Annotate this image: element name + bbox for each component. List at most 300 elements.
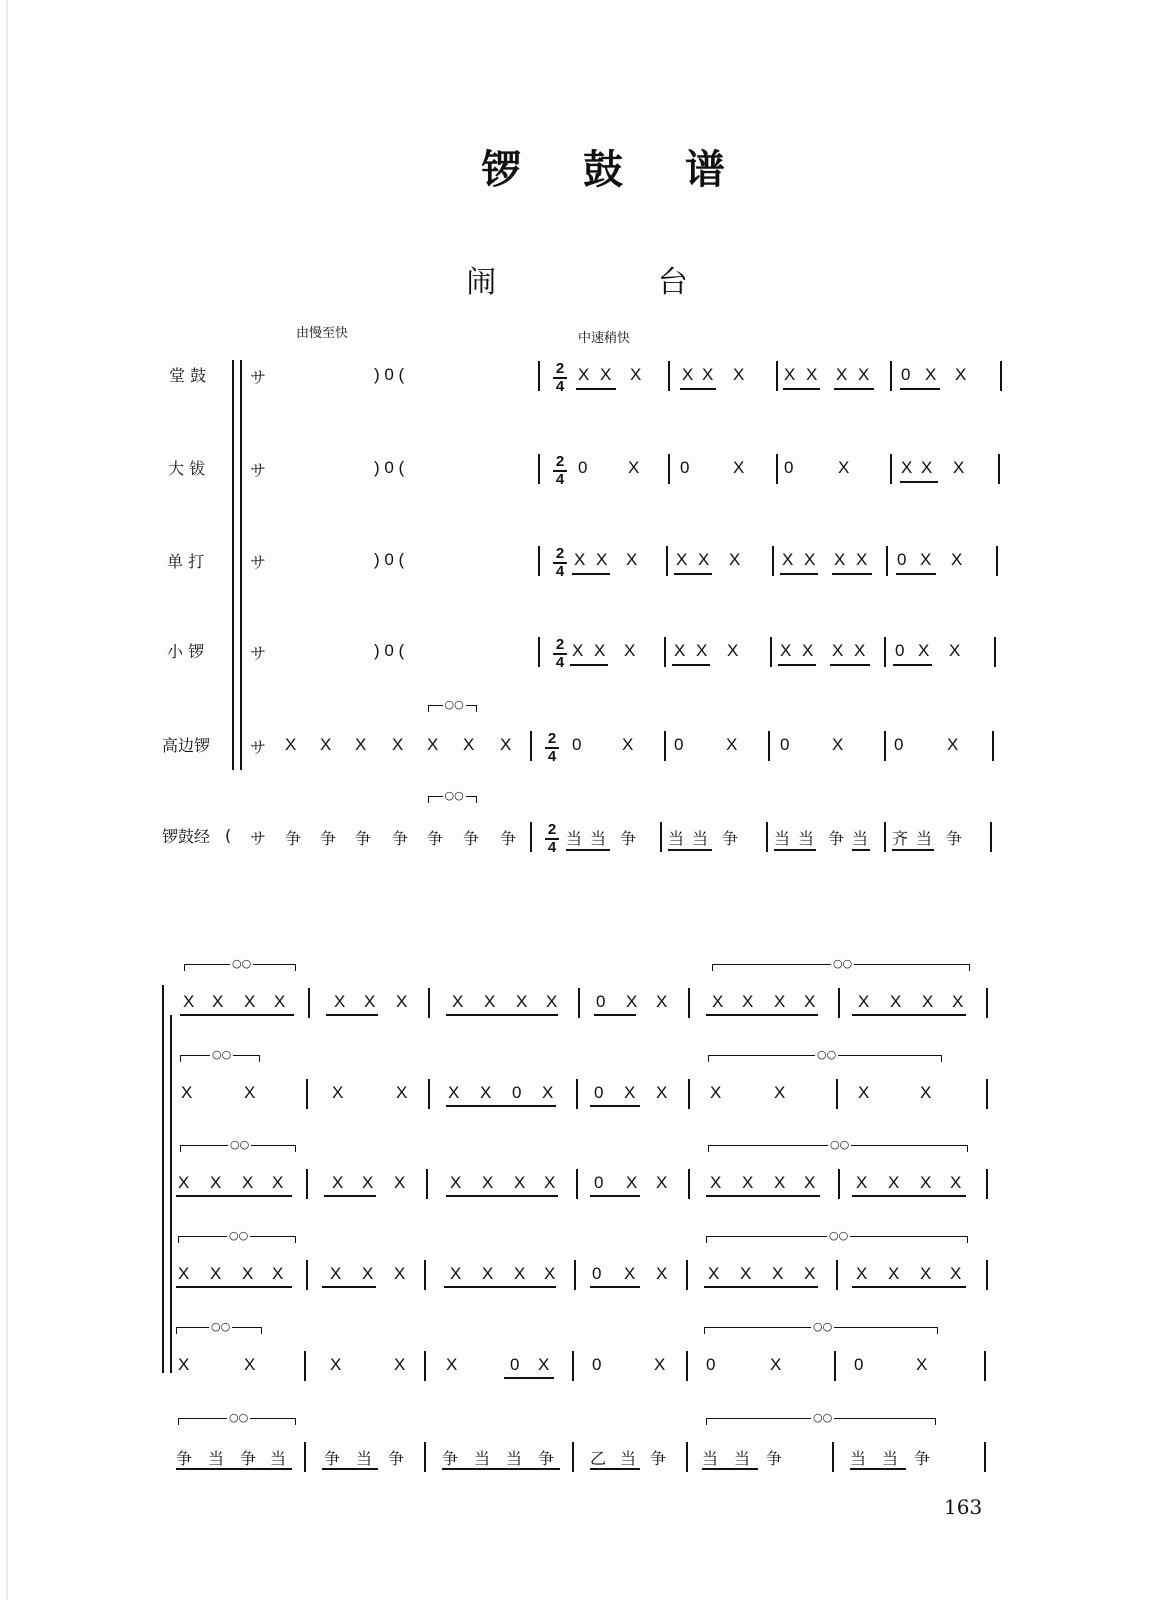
barline xyxy=(538,454,540,484)
gong-syllable: 当 xyxy=(474,1449,491,1468)
note: X xyxy=(656,1264,668,1283)
system-brace xyxy=(232,360,234,770)
gong-syllable: 当 xyxy=(852,829,869,848)
note: X xyxy=(272,1173,284,1192)
barline xyxy=(686,1351,688,1381)
beam-underline xyxy=(446,1014,558,1016)
barline xyxy=(668,361,670,391)
note: 0 xyxy=(572,735,582,754)
barline xyxy=(574,1260,576,1290)
barline xyxy=(686,1260,688,1290)
barline xyxy=(776,454,778,484)
note: X xyxy=(178,1264,190,1283)
note: X xyxy=(656,992,668,1011)
note: X xyxy=(578,365,590,384)
beam-underline xyxy=(176,1468,292,1470)
note: X xyxy=(242,1173,254,1192)
note: X xyxy=(682,365,694,384)
note: X xyxy=(858,365,870,384)
note: X xyxy=(463,735,475,754)
note: X xyxy=(804,550,816,569)
beam-underline xyxy=(778,664,816,666)
note: X xyxy=(427,735,439,754)
note: X xyxy=(183,992,195,1011)
note: 0 xyxy=(706,1355,716,1374)
note: X xyxy=(953,458,965,477)
note: X xyxy=(210,1264,222,1283)
fermata-mark: ○○ xyxy=(833,957,853,970)
note: 0 xyxy=(592,1264,602,1283)
note: X xyxy=(396,992,408,1011)
note: X xyxy=(806,365,818,384)
note: X xyxy=(244,1355,256,1374)
note: X xyxy=(452,992,464,1011)
note: X xyxy=(952,992,964,1011)
beam-underline xyxy=(576,388,616,390)
note: X xyxy=(740,1264,752,1283)
beam-underline xyxy=(442,1468,560,1470)
beam-underline xyxy=(832,573,872,575)
gong-syllable: 争 xyxy=(500,829,517,848)
note: X xyxy=(624,641,636,660)
free-meter-symbol: サ xyxy=(250,461,267,480)
note: X xyxy=(320,735,332,754)
note: X xyxy=(210,1173,222,1192)
note: X xyxy=(362,1264,374,1283)
barline xyxy=(578,988,580,1018)
note: X xyxy=(544,1173,556,1192)
note: X xyxy=(542,1083,554,1102)
barline xyxy=(986,1260,988,1290)
barline xyxy=(768,731,770,761)
barline xyxy=(428,988,430,1018)
barline xyxy=(664,637,666,667)
beam-underline xyxy=(704,1286,818,1288)
note: X xyxy=(600,365,612,384)
time-signature-top: 2 xyxy=(555,545,565,562)
page-number: 163 xyxy=(944,1495,983,1519)
barline xyxy=(884,822,886,852)
note: X xyxy=(628,458,640,477)
note: X xyxy=(178,1173,190,1192)
gong-syllable: 争 xyxy=(828,829,845,848)
barline xyxy=(766,822,768,852)
rest-paren: ) 0 ( xyxy=(374,641,405,660)
note: X xyxy=(916,1355,928,1374)
beam-underline xyxy=(706,1014,818,1016)
note: X xyxy=(594,641,606,660)
note: X xyxy=(698,550,710,569)
barline xyxy=(884,731,886,761)
note: X xyxy=(450,1173,462,1192)
system-brace-inner xyxy=(240,360,242,770)
note: X xyxy=(516,992,528,1011)
gong-syllable: 齐 xyxy=(892,829,909,848)
beam-underline xyxy=(852,849,870,851)
gong-syllable: 当 xyxy=(270,1449,287,1468)
beam-underline xyxy=(900,481,938,483)
barline xyxy=(986,1169,988,1199)
tempo-marking-free: 由慢至快 xyxy=(296,326,349,341)
gong-syllable: 争 xyxy=(766,1449,783,1468)
free-meter-symbol: サ xyxy=(250,738,267,757)
note: X xyxy=(544,1264,556,1283)
beam-underline xyxy=(590,1105,640,1107)
note: X xyxy=(920,1083,932,1102)
note: X xyxy=(774,1083,786,1102)
barline xyxy=(772,546,774,576)
note: X xyxy=(332,1083,344,1102)
barline xyxy=(664,731,666,761)
gong-syllable: 争 xyxy=(914,1449,931,1468)
note: X xyxy=(772,1264,784,1283)
note: 0 xyxy=(512,1083,522,1102)
beam-underline xyxy=(176,1195,292,1197)
barline xyxy=(304,1351,306,1381)
note: X xyxy=(178,1355,190,1374)
instrument-label-danda: 单 打 xyxy=(167,552,205,571)
free-meter-symbol: サ xyxy=(250,553,267,572)
note: X xyxy=(856,1173,868,1192)
note: 0 xyxy=(578,458,588,477)
note: X xyxy=(285,735,297,754)
note: X xyxy=(804,1173,816,1192)
note: X xyxy=(212,992,224,1011)
note: X xyxy=(334,992,346,1011)
note: X xyxy=(546,992,558,1011)
barline xyxy=(834,1351,836,1381)
barline xyxy=(776,361,778,391)
note: X xyxy=(396,1083,408,1102)
note: X xyxy=(920,1264,932,1283)
beam-underline xyxy=(594,1014,636,1016)
time-signature-top: 2 xyxy=(555,636,565,653)
note: X xyxy=(362,1173,374,1192)
gong-syllable: 当 xyxy=(692,829,709,848)
note: X xyxy=(514,1173,526,1192)
note: X xyxy=(782,550,794,569)
gong-syllable: 争 xyxy=(240,1449,257,1468)
note: X xyxy=(446,1355,458,1374)
barline xyxy=(688,988,690,1018)
beam-underline xyxy=(893,664,932,666)
note: X xyxy=(920,550,932,569)
gong-syllable: 争 xyxy=(620,829,637,848)
gong-syllable: 当 xyxy=(356,1449,373,1468)
note: X xyxy=(394,1173,406,1192)
time-signature-top: 2 xyxy=(547,730,557,747)
note: X xyxy=(780,641,792,660)
barline xyxy=(836,1079,838,1109)
barline xyxy=(836,1260,838,1290)
page-title: 锣 鼓 谱 xyxy=(481,146,749,193)
beam-underline xyxy=(702,1468,758,1470)
beam-underline xyxy=(680,388,716,390)
barline xyxy=(424,1442,426,1472)
instrument-label-luoguing: 锣鼓经 xyxy=(162,827,211,846)
beam-underline xyxy=(852,1014,966,1016)
fermata-mark: ○○ xyxy=(444,698,464,711)
note: 0 xyxy=(894,735,904,754)
note: X xyxy=(729,550,741,569)
fermata-mark: ○○ xyxy=(230,1138,250,1151)
rest-paren: ) 0 ( xyxy=(374,550,405,569)
gong-syllable: 乙 xyxy=(590,1449,607,1468)
beam-underline xyxy=(570,664,608,666)
note: X xyxy=(244,1083,256,1102)
beam-underline xyxy=(780,573,818,575)
time-signature-top: 2 xyxy=(555,453,565,470)
beam-underline xyxy=(668,849,712,851)
fermata-mark: ○○ xyxy=(829,1229,849,1242)
note: X xyxy=(727,641,739,660)
barline xyxy=(984,1351,986,1381)
note: X xyxy=(858,1083,870,1102)
beam-underline xyxy=(674,573,712,575)
note: X xyxy=(950,1264,962,1283)
note: X xyxy=(774,992,786,1011)
instrument-label-dabo: 大 钹 xyxy=(168,459,206,478)
note: X xyxy=(355,735,367,754)
free-meter-symbol: サ xyxy=(250,368,267,387)
note: X xyxy=(181,1083,193,1102)
gong-syllable: 争 xyxy=(176,1449,193,1468)
beam-underline xyxy=(672,664,710,666)
note: X xyxy=(858,992,870,1011)
note: X xyxy=(676,550,688,569)
gong-syllable: 当 xyxy=(620,1449,637,1468)
gong-syllable: 争 xyxy=(388,1449,405,1468)
fermata-mark: ○○ xyxy=(813,1411,833,1424)
note: X xyxy=(854,641,866,660)
beam-underline xyxy=(446,1195,558,1197)
barline xyxy=(770,637,772,667)
note: 0 xyxy=(594,1083,604,1102)
note: X xyxy=(626,1173,638,1192)
gong-syllable: 当 xyxy=(774,829,791,848)
note: X xyxy=(955,365,967,384)
barline xyxy=(992,731,994,761)
note: X xyxy=(949,641,961,660)
beam-underline xyxy=(896,573,936,575)
barline xyxy=(424,1260,426,1290)
note: X xyxy=(836,365,848,384)
note: X xyxy=(630,365,642,384)
note: X xyxy=(624,1264,636,1283)
beam-underline xyxy=(180,1014,294,1016)
beam-underline xyxy=(590,1195,640,1197)
note: X xyxy=(626,992,638,1011)
note: X xyxy=(596,550,608,569)
gong-syllable: 当 xyxy=(798,829,815,848)
beam-underline xyxy=(852,1195,966,1197)
note: X xyxy=(624,1083,636,1102)
note: 0 xyxy=(510,1355,520,1374)
barline xyxy=(990,822,992,852)
free-meter-symbol: サ xyxy=(250,829,267,848)
beam-underline xyxy=(852,1286,966,1288)
note: X xyxy=(696,641,708,660)
gong-syllable: 当 xyxy=(668,829,685,848)
beam-underline xyxy=(783,388,820,390)
barline xyxy=(996,546,998,576)
gong-syllable: 争 xyxy=(285,829,302,848)
tempo-marking-moderate: 中速稍快 xyxy=(578,331,631,346)
note: X xyxy=(856,1264,868,1283)
note: X xyxy=(710,1173,722,1192)
barline xyxy=(890,454,892,484)
barline xyxy=(306,1260,308,1290)
note: X xyxy=(888,1264,900,1283)
barline xyxy=(986,1079,988,1109)
note: X xyxy=(856,550,868,569)
beam-underline xyxy=(706,1195,820,1197)
barline xyxy=(986,988,988,1018)
beam-underline xyxy=(504,1377,554,1379)
system-brace xyxy=(162,985,164,1373)
note: X xyxy=(733,458,745,477)
beam-underline xyxy=(322,1286,376,1288)
note: 0 xyxy=(596,992,606,1011)
beam-underline xyxy=(774,849,816,851)
note: X xyxy=(947,735,959,754)
time-signature-top: 2 xyxy=(555,360,565,377)
note: X xyxy=(656,1083,668,1102)
note: X xyxy=(332,1173,344,1192)
beam-underline xyxy=(176,1286,292,1288)
gong-syllable: 当 xyxy=(506,1449,523,1468)
note: X xyxy=(622,735,634,754)
barline xyxy=(994,637,996,667)
rest-paren: ) 0 ( xyxy=(374,365,405,384)
barline xyxy=(838,988,840,1018)
barline xyxy=(984,1442,986,1472)
note: X xyxy=(710,1083,722,1102)
note: X xyxy=(804,1264,816,1283)
barline xyxy=(576,1169,578,1199)
note: X xyxy=(448,1083,460,1102)
note: 0 xyxy=(901,365,911,384)
note: X xyxy=(838,458,850,477)
gong-syllable: 当 xyxy=(566,829,583,848)
barline xyxy=(306,1169,308,1199)
note: X xyxy=(774,1173,786,1192)
note: X xyxy=(784,365,796,384)
note: X xyxy=(742,992,754,1011)
note: X xyxy=(890,992,902,1011)
instrument-label-gaobianluo: 高边锣 xyxy=(162,736,211,755)
note: X xyxy=(770,1355,782,1374)
note: X xyxy=(330,1355,342,1374)
instrument-label-xiaoluo: 小 锣 xyxy=(167,642,205,661)
time-signature-bottom: 4 xyxy=(555,563,565,580)
barline xyxy=(838,1169,840,1199)
note: X xyxy=(274,992,286,1011)
barline xyxy=(530,731,532,761)
note: X xyxy=(920,1173,932,1192)
note: 0 xyxy=(592,1355,602,1374)
fermata-mark: ○○ xyxy=(817,1048,837,1061)
fermata-mark: ○○ xyxy=(212,1048,232,1061)
fermata-mark: ○○ xyxy=(229,1411,249,1424)
note: X xyxy=(802,641,814,660)
rest-paren: ) 0 ( xyxy=(374,458,405,477)
beam-underline xyxy=(590,1468,640,1470)
fermata-mark: ○○ xyxy=(444,789,464,802)
note: X xyxy=(712,992,724,1011)
beam-underline xyxy=(590,1286,640,1288)
note: X xyxy=(626,550,638,569)
note: 0 xyxy=(784,458,794,477)
note: X xyxy=(922,992,934,1011)
gong-syllable: 争 xyxy=(463,829,480,848)
barline xyxy=(308,988,310,1018)
system-brace-top xyxy=(162,985,164,987)
fermata-mark: ○○ xyxy=(232,957,252,970)
time-signature-bottom: 4 xyxy=(547,839,557,856)
note: 0 xyxy=(897,550,907,569)
barline xyxy=(688,1169,690,1199)
note: X xyxy=(832,735,844,754)
note: X xyxy=(514,1264,526,1283)
barline xyxy=(668,454,670,484)
note: X xyxy=(330,1264,342,1283)
note: X xyxy=(364,992,376,1011)
note: X xyxy=(674,641,686,660)
gong-syllable: 争 xyxy=(324,1449,341,1468)
free-meter-symbol: サ xyxy=(250,644,267,663)
barline xyxy=(572,1442,574,1472)
note: X xyxy=(394,1264,406,1283)
barline xyxy=(538,546,540,576)
time-signature-bottom: 4 xyxy=(555,378,565,395)
fermata-mark: ○○ xyxy=(229,1229,249,1242)
fermata-mark: ○○ xyxy=(830,1138,850,1151)
note: X xyxy=(572,641,584,660)
barline xyxy=(572,1351,574,1381)
barline xyxy=(1000,361,1002,391)
barline xyxy=(426,1169,428,1199)
note: X xyxy=(574,550,586,569)
beam-underline xyxy=(322,1468,378,1470)
note: X xyxy=(500,735,512,754)
fermata-mark: ○○ xyxy=(211,1320,231,1333)
barline xyxy=(538,637,540,667)
note: X xyxy=(656,1173,668,1192)
note: X xyxy=(733,365,745,384)
gong-syllable: 当 xyxy=(850,1449,867,1468)
gong-syllable: 当 xyxy=(208,1449,225,1468)
barline xyxy=(428,1079,430,1109)
gong-syllable: 当 xyxy=(734,1449,751,1468)
barline xyxy=(886,546,888,576)
beam-underline xyxy=(566,849,610,851)
note: X xyxy=(482,1264,494,1283)
time-signature-bottom: 4 xyxy=(555,471,565,488)
note: X xyxy=(450,1264,462,1283)
note: X xyxy=(244,992,256,1011)
barline xyxy=(666,546,668,576)
note: X xyxy=(834,550,846,569)
gong-syllable: 争 xyxy=(320,829,337,848)
barline xyxy=(998,454,1000,484)
note: X xyxy=(702,365,714,384)
note: X xyxy=(654,1355,666,1374)
note: X xyxy=(918,641,930,660)
open-paren: ( xyxy=(225,826,232,845)
note: X xyxy=(832,641,844,660)
note: X xyxy=(951,550,963,569)
